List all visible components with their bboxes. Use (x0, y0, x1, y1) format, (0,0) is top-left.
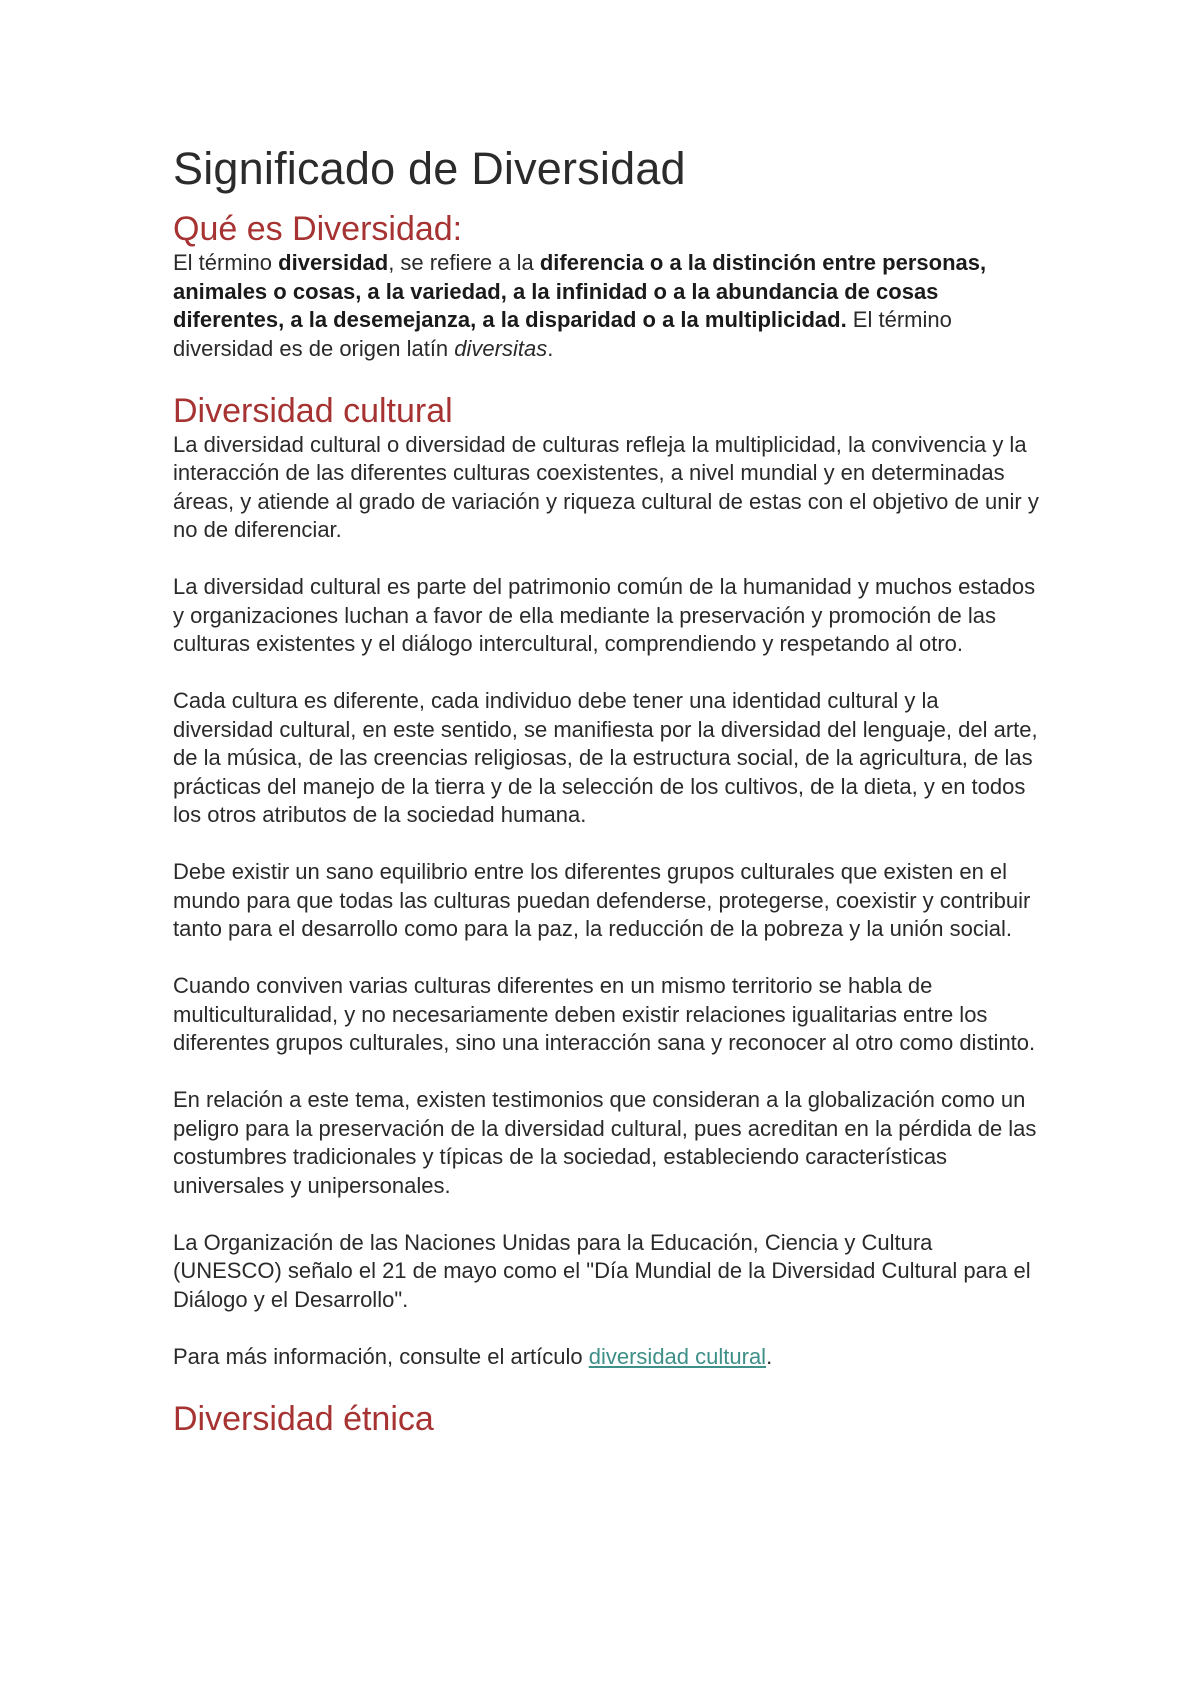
cultural-paragraph-5: Cuando conviven varias culturas diferentes en un mismo territorio se habla de multiculturalidad, y no necesariamente deben existir relaciones igualitarias entre los diferentes grupos culturales, sino una interacción sana y reconocer al otro como distinto. (173, 973, 1036, 1056)
cultural-paragraph-3: Cada cultura es diferente, cada individuo debe tener una identidad cultural y la diversidad cultural, en este sentido, se manifiesta por la diversidad del lenguaje, del arte, de la música, de las creencias religiosas, de la estructura social, de la agricultura, de las prácticas del manejo de la tierra y de la selección de los cultivos, de la dieta, y en todos los otros atributos de la sociedad humana. (173, 688, 1038, 828)
definition-paragraph (173, 249, 1043, 363)
cultural-paragraph-4: Debe existir un sano equilibrio entre los diferentes grupos culturales que existen en el mundo para que todas las culturas puedan defenderse, protegerse, coexistir y contribuir tanto para el desarrollo como para la paz, la reducción de la pobreza y la unión social. (173, 859, 1031, 942)
definition-text-1: El término (173, 250, 279, 276)
definition-text-4: . (547, 335, 554, 361)
cultural-paragraph-7: La Organización de las Naciones Unidas para la Educación, Ciencia y Cultura (UNESCO) señalo el 21 de mayo como el "Día Mundial de la Diversidad Cultural para el Diálogo y el Desarrollo". (173, 1229, 1031, 1312)
cultural-paragraph-1: La diversidad cultural o diversidad de culturas refleja la multiplicidad, la convivencia y la interacción de las diferentes culturas coexistentes, a nivel mundial y en determinadas áreas, y atiende al grado de variación y riqueza cultural de estas con el objetivo de unir y no de diferenciar. (173, 431, 1039, 543)
heading-diversidad-cultural: Diversidad cultural (173, 391, 453, 430)
cultural-paragraph-6: En relación a este tema, existen testimonios que consideran a la globalización como un peligro para la preservación de la diversidad cultural, pues acreditan en la pérdida de las costumbres tradicionales y típicas de la sociedad, estableciendo características universales y unipersonales. (173, 1087, 1037, 1198)
more-info-suffix: . (766, 1343, 773, 1369)
document-page (173, 142, 1043, 1439)
document-title: Significado de Diversidad (173, 143, 686, 194)
heading-que-es-diversidad: Qué es Diversidad: (173, 210, 463, 248)
definition-text-2: , se refiere a la (388, 250, 540, 276)
cultural-paragraph-2: La diversidad cultural es parte del patrimonio común de la humanidad y muchos estados y organizaciones luchan a favor de ella mediante la preservación y promoción de las culturas existentes y el diálogo intercultural, comprendiendo y respetando al otro. (173, 574, 1036, 657)
heading-diversidad-etnica: Diversidad étnica (173, 1399, 434, 1438)
definition-bold-term: diversidad (278, 250, 389, 276)
more-info-paragraph (173, 1343, 1043, 1372)
definition-text-3: El término diversidad es de origen latín (173, 307, 952, 361)
diversidad-cultural-link[interactable]: diversidad cultural (588, 1343, 767, 1369)
more-info-prefix: Para más información, consulte el artículo (173, 1343, 589, 1369)
definition-bold-meaning: diferencia o a la distinción entre personas, animales o cosas, a la variedad, a la infinidad o a la abundancia de cosas diferentes, a la desemejanza, a la disparidad o a la multiplicidad. (173, 250, 987, 333)
definition-latin-term: diversitas (454, 335, 548, 361)
